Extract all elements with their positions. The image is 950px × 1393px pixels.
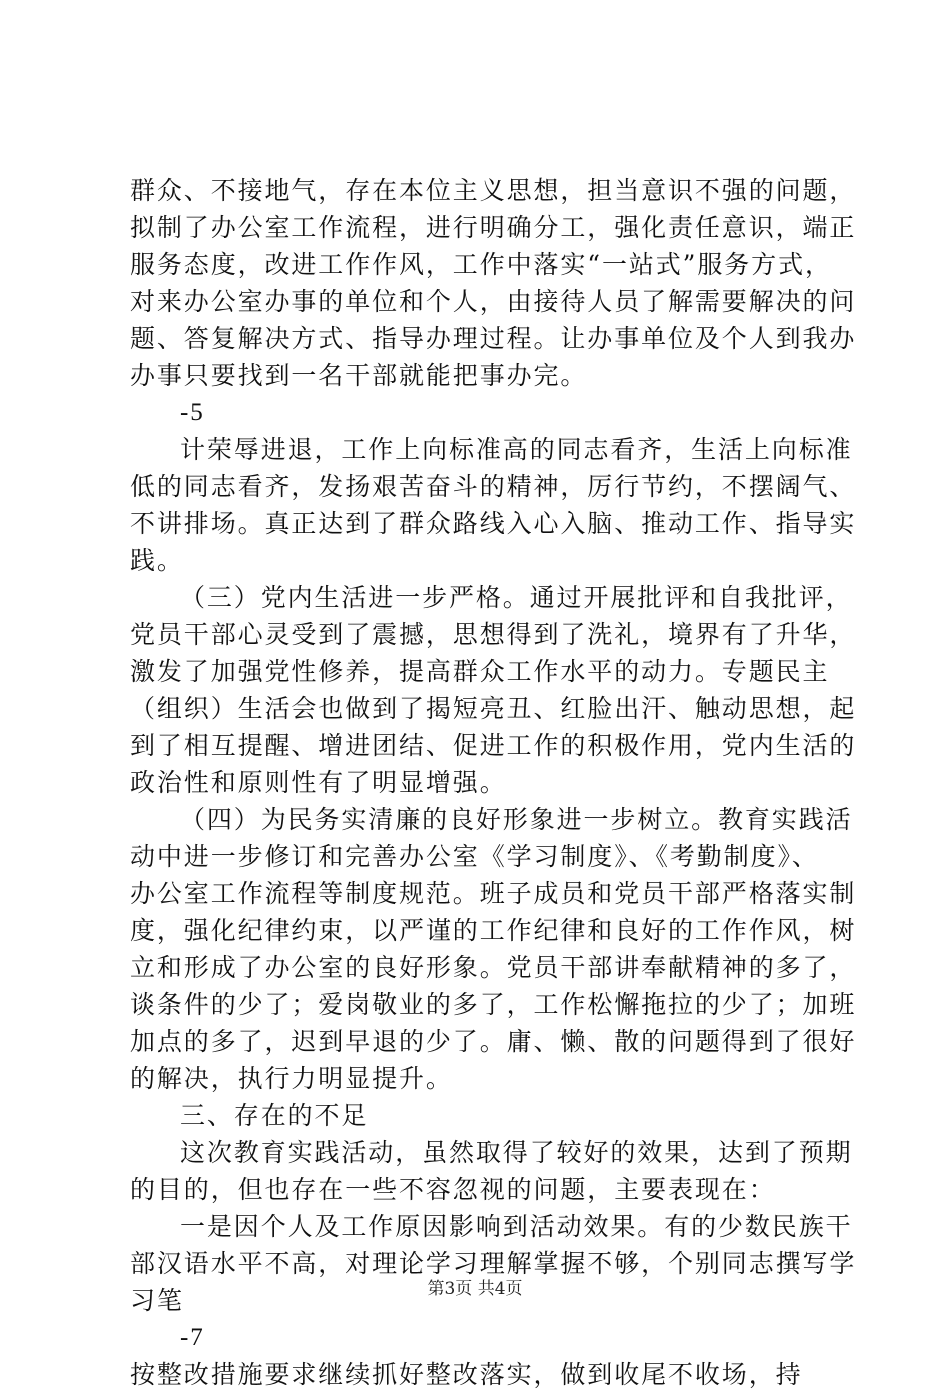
section-heading: 三、存在的不足 (180, 1101, 369, 1130)
text-line: 践。 (130, 546, 184, 575)
text-line: 服务态度，改进工作作风，工作中落实“一站式”服务方式， (130, 250, 832, 279)
text-line: 的解决，执行力明显提升。 (130, 1064, 453, 1093)
page-marker: -7 (180, 1324, 205, 1351)
page-footer: 第3页 共4页 (427, 1279, 523, 1299)
text-line: 题、答复解决方式、指导办理过程。让办事单位及个人到我办 (130, 324, 857, 353)
text-line: 拟制了办公室工作流程，进行明确分工，强化责任意识，端正 (130, 213, 857, 242)
text-line: 党员干部心灵受到了震撼，思想得到了洗礼，境界有了升华， (130, 620, 857, 649)
text-line: 习笔 (130, 1286, 184, 1315)
text-line: 对来办公室办事的单位和个人，由接待人员了解需要解决的问 (130, 287, 857, 316)
text-line: 度，强化纪律约束，以严谨的工作纪律和良好的工作作风，树 (130, 916, 857, 945)
text-line: 的目的，但也存在一些不容忽视的问题，主要表现在： (130, 1175, 776, 1204)
text-line: 计荣辱进退，工作上向标准高的同志看齐，生活上向标准 (180, 435, 853, 464)
page-marker: -5 (180, 399, 205, 426)
text-line: 按整改措施要求继续抓好整改落实，做到收尾不收场，持 (130, 1360, 803, 1389)
text-line: 谈条件的少了；爱岗敬业的多了，工作松懈拖拉的少了；加班 (130, 990, 857, 1019)
text-line: 办事只要找到一名干部就能把事办完。 (130, 361, 588, 390)
text-line: 到了相互提醒、增进团结、促进工作的积极作用，党内生活的 (130, 731, 857, 760)
text-line: （四）为民务实清廉的良好形象进一步树立。教育实践活 (180, 805, 853, 834)
text-line: 低的同志看齐，发扬艰苦奋斗的精神，厉行节约，不摆阔气、 (130, 472, 857, 501)
text-line: 动中进一步修订和完善办公室《学习制度》、《考勤制度》、 (130, 842, 819, 871)
document-body (130, 172, 857, 1393)
text-line: 部汉语水平不高，对理论学习理解掌握不够，个别同志撰写学 (130, 1249, 857, 1278)
text-line: （三）党内生活进一步严格。通过开展批评和自我批评， (180, 583, 853, 612)
text-line: 办公室工作流程等制度规范。班子成员和党员干部严格落实制 (130, 879, 857, 908)
text-line: 政治性和原则性有了明显增强。 (130, 768, 507, 797)
text-line: 一是因个人及工作原因影响到活动效果。有的少数民族干 (180, 1212, 853, 1241)
text-line: 立和形成了办公室的良好形象。党员干部讲奉献精神的多了， (130, 953, 857, 982)
text-line: 不讲排场。真正达到了群众路线入心入脑、推动工作、指导实 (130, 509, 857, 538)
text-line: （组织）生活会也做到了揭短亮丑、红脸出汗、触动思想，起 (130, 694, 857, 723)
text-line: 加点的多了，迟到早退的少了。庸、懒、散的问题得到了很好 (130, 1027, 857, 1056)
text-line: 群众、不接地气，存在本位主义思想，担当意识不强的问题， (130, 176, 857, 205)
text-line: 这次教育实践活动，虽然取得了较好的效果，达到了预期 (180, 1138, 853, 1167)
text-line: 激发了加强党性修养，提高群众工作水平的动力。专题民主 (130, 657, 830, 686)
